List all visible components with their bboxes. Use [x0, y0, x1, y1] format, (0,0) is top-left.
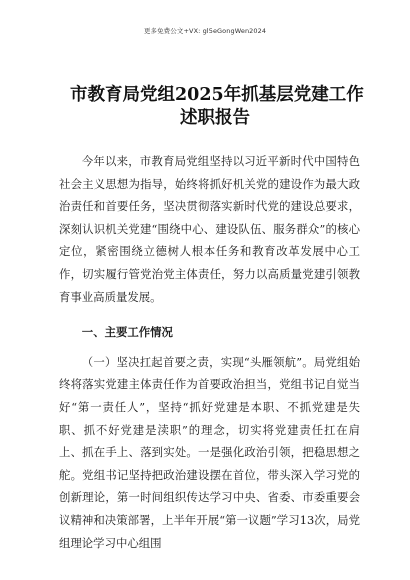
- document-body: [59, 150, 360, 554]
- title-line-1: 市教育局党组2025年抓基层党建工作: [70, 85, 364, 105]
- title-line-2: 述职报告: [180, 108, 250, 128]
- section-heading: 一、主要工作情况: [81, 325, 173, 340]
- section-paragraph: （一）坚决扛起首要之责，实现“头雁领航”。局党组始终将落实党建主体责任作为首要政治担当，党组书记自觉当好“第一责任人”，坚持“抓好党建是本职、不抓党建是失职、抓不好党建是渎职”的理念，切实将党建责任扛在肩上、抓在手上、落到实处。一是强化政治引领，把稳思想之舵。党组书记坚持把政治建设摆在首位，带头深入学习党的创新理论，第一时间组织传达学习中央、省委、市委重要会议精神和决策部署，上半年开展“第一议题”学习13次，局党组理论学习中心组围: [59, 354, 360, 550]
- intro-paragraph: 今年以来，市教育局党组坚持以习近平新时代中国特色社会主义思想为指导，始终将抓好机关党的建设作为最大政治责任和首要任务，坚决贯彻落实新时代党的建设总要求，深刻认识机关党建“围绕中心、建设队伍、服务群众”的核心定位，紧密围绕立德树人根本任务和教育改革发展中心工作，切实履行管党治党主体责任，努力以高质量党建引领教育事业高质量发展。: [59, 154, 360, 304]
- document-title: [70, 84, 364, 130]
- header-note: 更多免费公文+VX: gl5eGongWen2024: [143, 27, 267, 35]
